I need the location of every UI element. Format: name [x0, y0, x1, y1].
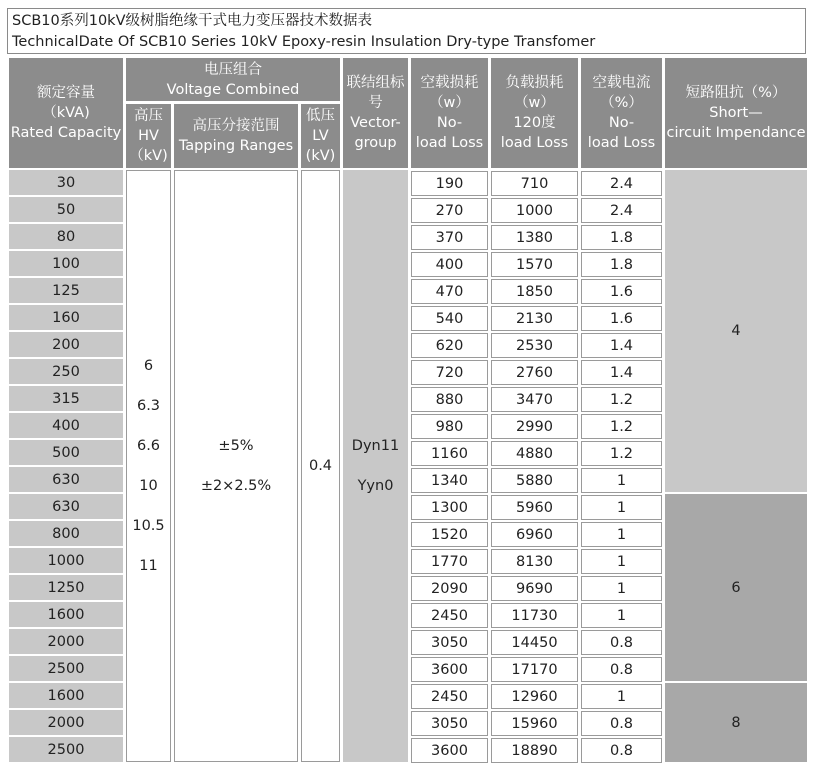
no-load-loss-cell: 1340 [411, 468, 488, 493]
no-load-loss-cell: 620 [411, 333, 488, 358]
vector-group-cell [343, 170, 408, 762]
no-load-loss-cell: 1160 [411, 441, 488, 466]
capacity-cell: 1250 [9, 575, 123, 600]
header-vector-group [343, 58, 408, 168]
load-loss-cell: 9690 [491, 576, 578, 601]
no-load-current-cell: 1.8 [581, 252, 662, 277]
no-load-loss-cell: 270 [411, 198, 488, 223]
header-lv-line: 低压 [306, 108, 335, 124]
no-load-current-cell: 1 [581, 603, 662, 628]
no-load-current-cell: 1 [581, 549, 662, 574]
capacity-cell: 1000 [9, 548, 123, 573]
no-load-loss-cell: 980 [411, 414, 488, 439]
no-load-current-cell: 0.8 [581, 630, 662, 655]
header-no-load-loss [411, 58, 488, 168]
no-load-loss-cell: 400 [411, 252, 488, 277]
hv-value-line: 6.3 [136, 398, 161, 414]
no-load-current-cell: 1.4 [581, 360, 662, 385]
no-load-current-cell: 1 [581, 495, 662, 520]
load-loss-cell: 2130 [491, 306, 578, 331]
load-loss-cell: 6960 [491, 522, 578, 547]
capacity-cell: 800 [9, 521, 123, 546]
capacity-cell: 2500 [9, 737, 123, 762]
capacity-cell: 125 [9, 278, 123, 303]
capacity-cell: 2000 [9, 629, 123, 654]
header-short-circuit-impedance-line: 短路阻抗（%） [685, 85, 787, 101]
load-loss-cell: 15960 [491, 711, 578, 736]
header-no-load-loss-line: load Loss [415, 135, 484, 151]
load-loss-cell: 1850 [491, 279, 578, 304]
header-short-circuit-impedance [665, 58, 807, 168]
capacity-cell: 80 [9, 224, 123, 249]
header-short-circuit-impedance-line: circuit Impendance [666, 125, 806, 141]
impedance-group-cell: 8 [665, 683, 807, 762]
capacity-cell: 630 [9, 494, 123, 519]
load-loss-cell: 5880 [491, 468, 578, 493]
no-load-current-cell: 1 [581, 576, 662, 601]
load-loss-cell: 1570 [491, 252, 578, 277]
load-loss-cell: 17170 [491, 657, 578, 682]
hv-value-line: 10 [139, 478, 158, 494]
header-no-load-current-line: load Loss [587, 135, 656, 151]
no-load-current-cell: 1 [581, 468, 662, 493]
lv-value-cell: 0.4 [301, 170, 340, 762]
capacity-cell: 1600 [9, 602, 123, 627]
no-load-current-cell: 1 [581, 522, 662, 547]
capacity-cell: 200 [9, 332, 123, 357]
capacity-cell: 250 [9, 359, 123, 384]
header-hv-line: HV [138, 128, 159, 144]
no-load-loss-cell: 3600 [411, 738, 488, 763]
no-load-current-cell: 1.6 [581, 306, 662, 331]
load-loss-cell: 1000 [491, 198, 578, 223]
header-rated-capacity-line: Rated Capacity [10, 125, 122, 141]
hv-value-line: 6.6 [136, 438, 161, 454]
load-loss-cell: 8130 [491, 549, 578, 574]
load-loss-cell: 4880 [491, 441, 578, 466]
no-load-loss-cell: 1770 [411, 549, 488, 574]
capacity-cell: 2500 [9, 656, 123, 681]
no-load-current-cell: 1.6 [581, 279, 662, 304]
capacity-cell: 160 [9, 305, 123, 330]
no-load-current-cell: 2.4 [581, 198, 662, 223]
load-loss-cell: 14450 [491, 630, 578, 655]
no-load-current-cell: 0.8 [581, 738, 662, 763]
header-no-load-current-line: 空载电流 [592, 75, 651, 91]
header-lv-line: LV [312, 128, 329, 144]
load-loss-cell: 5960 [491, 495, 578, 520]
load-loss-cell: 1380 [491, 225, 578, 250]
no-load-current-cell: 1 [581, 684, 662, 709]
load-loss-cell: 710 [491, 171, 578, 196]
header-voltage-combined-line: 电压组合 [204, 61, 262, 78]
no-load-loss-cell: 3050 [411, 630, 488, 655]
no-load-current-cell: 0.8 [581, 711, 662, 736]
capacity-cell: 50 [9, 197, 123, 222]
header-load-loss [491, 58, 578, 168]
load-loss-cell: 2990 [491, 414, 578, 439]
capacity-cell: 30 [9, 170, 123, 195]
no-load-loss-cell: 370 [411, 225, 488, 250]
no-load-loss-cell: 2090 [411, 576, 488, 601]
load-loss-cell: 2760 [491, 360, 578, 385]
no-load-loss-cell: 470 [411, 279, 488, 304]
no-load-current-cell: 2.4 [581, 171, 662, 196]
hv-value-line: 10.5 [132, 518, 165, 534]
tapping-value-line: ±5% [218, 438, 254, 454]
header-rated-capacity-line: （kVA) [42, 105, 90, 121]
header-tapping-ranges-line: Tapping Ranges [178, 138, 294, 154]
no-load-loss-cell: 2450 [411, 603, 488, 628]
capacity-cell: 2000 [9, 710, 123, 735]
tapping-value-line: ±2×2.5% [200, 478, 272, 494]
table-title [7, 8, 806, 54]
header-load-loss-line: 120度 [513, 115, 556, 131]
no-load-current-cell: 1.2 [581, 387, 662, 412]
tapping-values-cell [174, 170, 298, 762]
capacity-cell: 100 [9, 251, 123, 276]
capacity-cell: 315 [9, 386, 123, 411]
impedance-group-cell: 4 [665, 170, 807, 492]
header-voltage-combined-line: Voltage Combined [166, 81, 300, 98]
capacity-cell: 1600 [9, 683, 123, 708]
header-no-load-current-line: No- [608, 115, 635, 131]
load-loss-cell: 2530 [491, 333, 578, 358]
header-rated-capacity [9, 58, 123, 168]
header-tapping-ranges-line: 高压分接范围 [192, 118, 280, 134]
load-loss-cell: 12960 [491, 684, 578, 709]
header-vector-group-line: group [354, 135, 397, 151]
vector-group-value-line: Yyn0 [357, 478, 394, 494]
header-hv [126, 104, 171, 168]
no-load-loss-cell: 3050 [411, 711, 488, 736]
no-load-loss-cell: 1520 [411, 522, 488, 547]
no-load-loss-cell: 1300 [411, 495, 488, 520]
no-load-current-cell: 1.2 [581, 441, 662, 466]
title-english: TechnicalDate Of SCB10 Series 10kV Epoxy-resin Insulation Dry-type Transfomer [12, 34, 596, 50]
no-load-loss-cell: 2450 [411, 684, 488, 709]
no-load-loss-cell: 880 [411, 387, 488, 412]
header-load-loss-line: load Loss [500, 135, 569, 151]
load-loss-cell: 11730 [491, 603, 578, 628]
no-load-loss-cell: 3600 [411, 657, 488, 682]
header-short-circuit-impedance-line: Short— [709, 105, 763, 121]
header-rated-capacity-line: 额定容量 [37, 85, 95, 101]
header-tapping-ranges [174, 104, 298, 168]
header-vector-group-line: 号 [368, 95, 383, 111]
capacity-cell: 630 [9, 467, 123, 492]
vector-group-value-line: Dyn11 [351, 438, 400, 454]
no-load-current-cell: 1.4 [581, 333, 662, 358]
no-load-loss-cell: 720 [411, 360, 488, 385]
impedance-group-cell: 6 [665, 494, 807, 681]
hv-value-line: 11 [139, 558, 158, 574]
header-voltage-combined [126, 58, 340, 101]
header-no-load-loss-line: No- [436, 115, 463, 131]
capacity-cell: 400 [9, 413, 123, 438]
title-chinese: SCB10系列10kV级树脂绝缘干式电力变压器技术数据表 [12, 13, 372, 29]
no-load-current-cell: 0.8 [581, 657, 662, 682]
header-vector-group-line: 联结组标 [346, 75, 405, 91]
load-loss-cell: 3470 [491, 387, 578, 412]
header-no-load-loss-line: （w） [429, 95, 470, 111]
header-hv-line: （kV) [129, 148, 168, 164]
no-load-current-cell: 1.2 [581, 414, 662, 439]
header-no-load-loss-line: 空载损耗 [420, 75, 479, 91]
no-load-loss-cell: 190 [411, 171, 488, 196]
no-load-loss-cell: 540 [411, 306, 488, 331]
header-hv-line: 高压 [134, 108, 163, 124]
header-lv [301, 104, 340, 168]
hv-values-cell [126, 170, 171, 762]
header-no-load-current-line: （%） [600, 95, 643, 111]
header-no-load-current [581, 58, 662, 168]
hv-value-line: 6 [143, 358, 154, 374]
header-load-loss-line: （w） [514, 95, 555, 111]
capacity-cell: 500 [9, 440, 123, 465]
no-load-current-cell: 1.8 [581, 225, 662, 250]
header-lv-line: (kV) [305, 148, 336, 164]
load-loss-cell: 18890 [491, 738, 578, 763]
header-load-loss-line: 负载损耗 [505, 75, 564, 91]
header-vector-group-line: Vector- [350, 115, 401, 131]
